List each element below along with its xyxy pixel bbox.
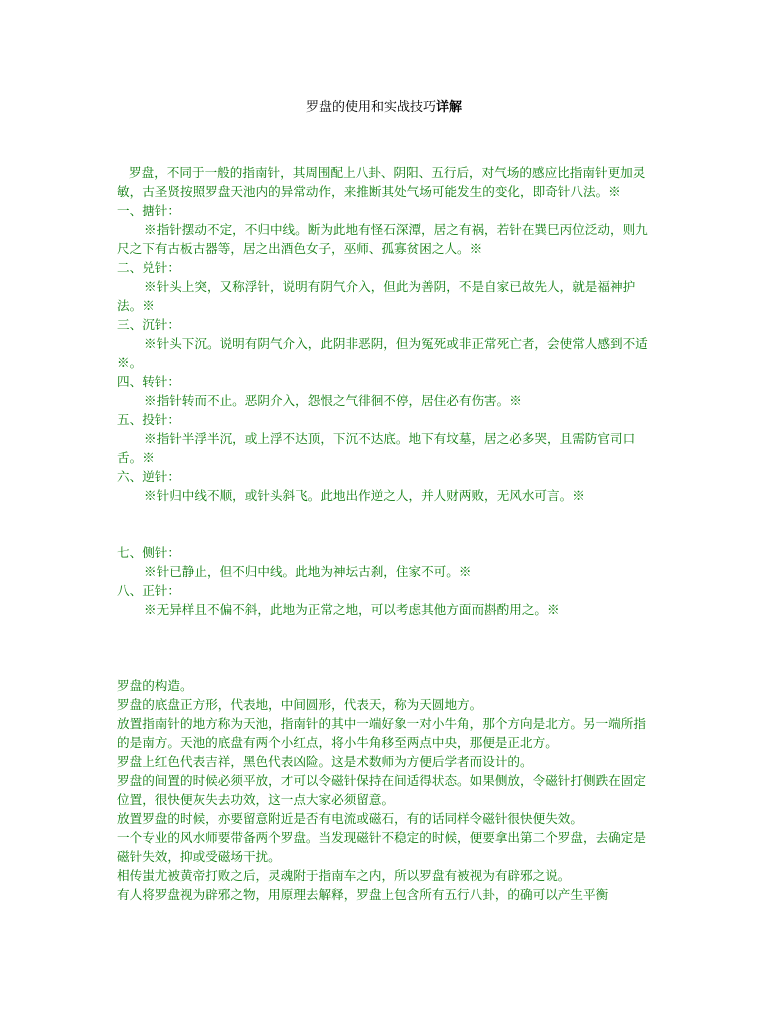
paragraph-1: 罗盘的构造。 — [117, 678, 193, 693]
needle-heading-7: 七、侧针： — [117, 545, 180, 560]
paragraph-5: 罗盘的间置的时候必须平放，才可以令磁针保持在间适得状态。如果侧放，令磁针打侧跌在固定位置，很快便灰失去功效，这一点大家必须留意。 — [117, 773, 646, 807]
needle-text-7: ※针已静止，但不归中线。此地为神坛古刹，住家不可。※ — [144, 564, 472, 579]
title-bold: 详解 — [436, 100, 463, 115]
needle-text-2: ※针头上突，又称浮针，说明有阴气介入，但此为善阴，不是自家已故先人，就是福神护法。※ — [117, 279, 636, 313]
needle-text-5: ※指针半浮半沉，或上浮不达顶，下沉不达底。地下有坟墓，居之必多哭，且需防官司口舌。※ — [117, 431, 636, 465]
needle-text-1: ※指针摆动不定，不归中线。断为此地有怪石深潭，居之有祸，若针在巽巳丙位泛动，则九尺之下有古板古器等，居之出酒色女子，巫师、孤寡贫困之人。※ — [117, 222, 648, 256]
spacer — [117, 619, 657, 676]
paragraph-9: 有人将罗盘视为辟邪之物，用原理去解释，罗盘上包含所有五行八卦，的确可以产生平衡 — [117, 887, 609, 902]
needle-text-8: ※无异样且不偏不斜，此地为正常之地，可以考虑其他方面而斟酌用之。※ — [144, 602, 560, 617]
paragraph-8: 相传蚩尤被黄帝打败之后，灵魂附于指南车之内，所以罗盘有被视为有辟邪之说。 — [117, 868, 571, 883]
spacer — [117, 505, 657, 543]
document-title — [0, 96, 768, 115]
paragraph-6: 放置罗盘的时候，亦要留意附近是否有电流或磁石，有的话同样令磁针很快便失效。 — [117, 811, 583, 826]
needle-heading-2: 二、兑针： — [117, 260, 180, 275]
paragraph-7: 一个专业的风水师要带备两个罗盘。当发现磁针不稳定的时候，便要拿出第二个罗盘，去确定是磁针失效，抑或受磁场干扰。 — [117, 830, 646, 864]
needle-text-3: ※针头下沉。说明有阴气介入，此阴非恶阴，但为冤死或非正常死亡者，会使常人感到不适※。 — [117, 336, 648, 370]
title-plain: 罗盘的使用和实战技巧 — [305, 100, 436, 115]
needle-heading-3: 三、沉针： — [117, 317, 180, 332]
needle-text-4: ※指针转而不止。恶阴介入，怨恨之气徘徊不停，居住必有伤害。※ — [144, 393, 522, 408]
needle-heading-5: 五、投针： — [117, 412, 180, 427]
paragraph-4: 罗盘上红色代表吉祥，黑色代表凶险。这是术数师为方便后学者而设计的。 — [117, 754, 533, 769]
document-body — [117, 163, 657, 904]
needle-text-6: ※针归中线不顺，或针头斜飞。此地出作逆之人，并人财两败，无风水可言。※ — [144, 488, 585, 503]
paragraph-3: 放置指南针的地方称为天池，指南针的其中一端好象一对小牛角，那个方向是北方。另一端所指的是南方。天池的底盘有两个小红点，将小牛角移至两点中央，那便是正北方。 — [117, 716, 646, 750]
needle-heading-4: 四、转针： — [117, 374, 180, 389]
needle-heading-6: 六、逆针： — [117, 469, 180, 484]
needle-heading-8: 八、正针： — [117, 583, 180, 598]
needle-heading-1: 一、搪针： — [117, 203, 180, 218]
intro-paragraph: 罗盘，不同于一般的指南针，其周围配上八卦、阴阳、五行后，对气场的感应比指南针更加灵敏，古圣贤按照罗盘天池内的异常动作，来推断其处气场可能发生的变化，即奇针八法。※ — [117, 165, 646, 199]
paragraph-2: 罗盘的底盘正方形，代表地，中间圆形，代表天，称为天圆地方。 — [117, 697, 483, 712]
